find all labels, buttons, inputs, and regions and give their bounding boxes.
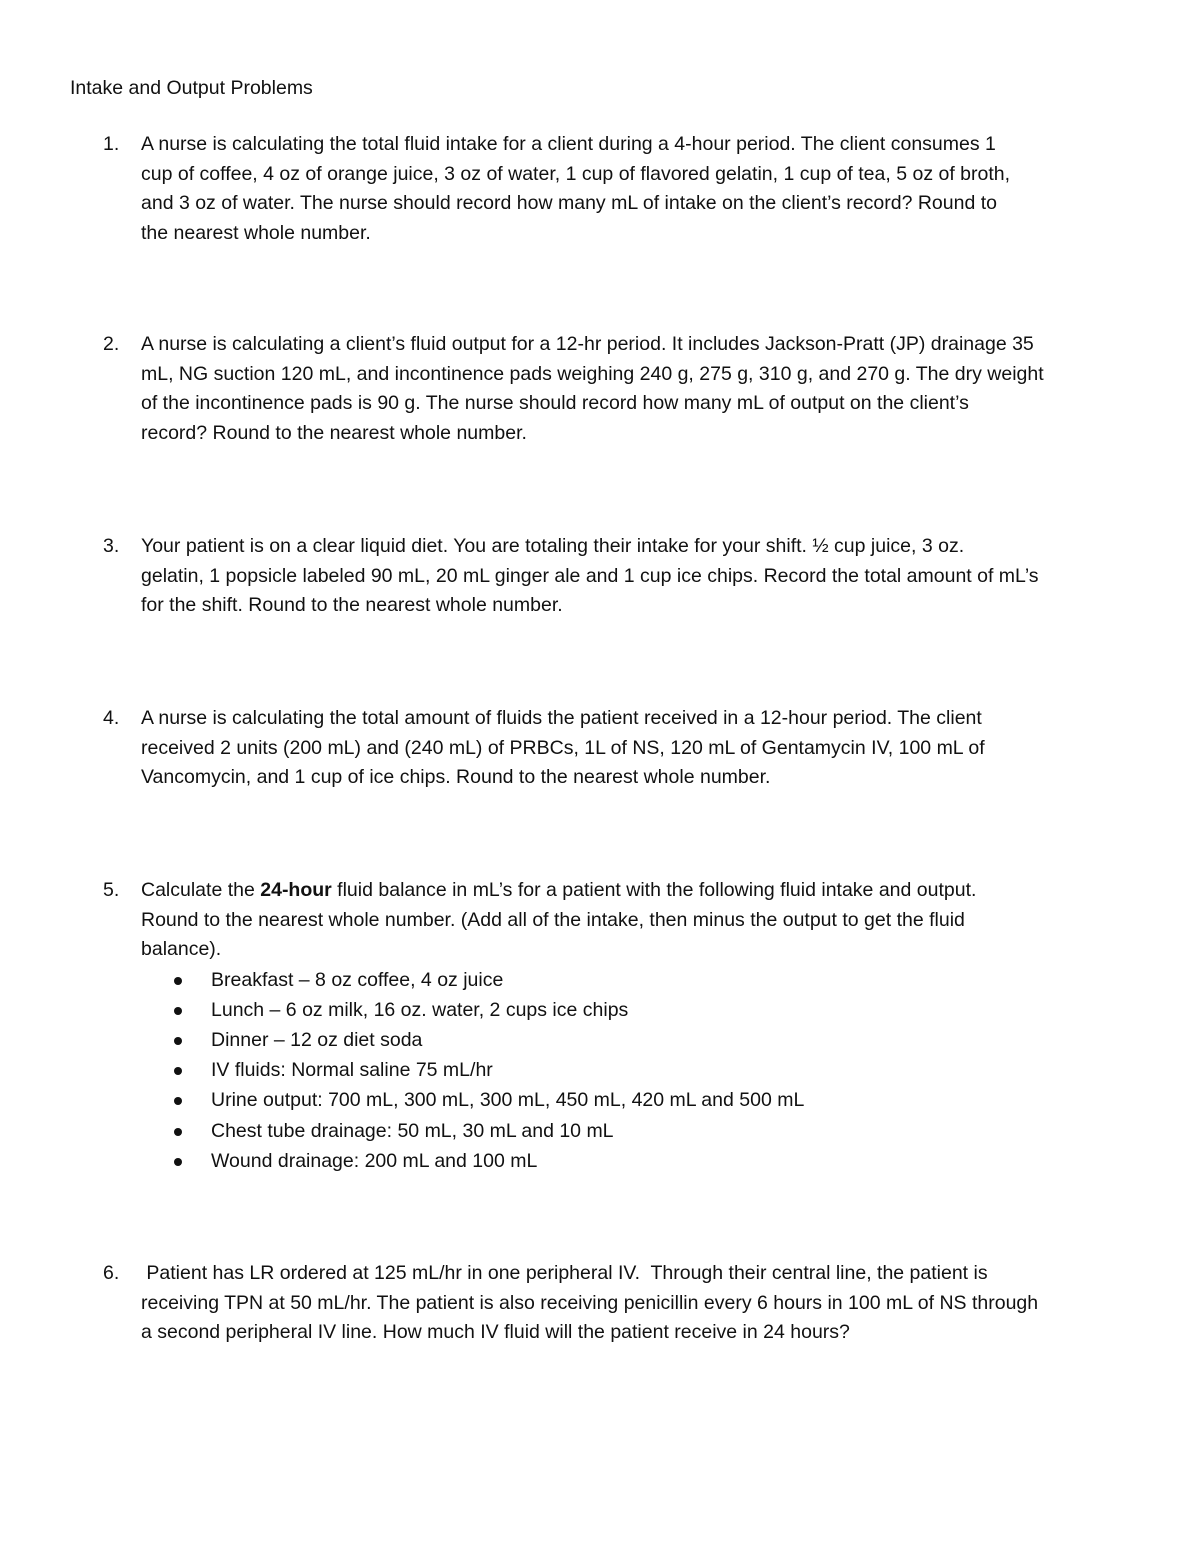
problem-line-end: fluid balance in mL’s for a patient with the following fluid intake and output. [331,879,977,901]
list-item [141,1055,1141,1085]
problem-line: Round to the nearest whole number. (Add all of the intake, then minus the output to get the fluid [141,908,965,931]
bullet-icon [174,1097,182,1105]
bullet-icon [174,1067,182,1075]
problem-line [141,876,1141,906]
list-item [141,1085,1141,1115]
page-title: Intake and Output Problems [70,77,313,99]
list-item-text: Lunch – 6 oz milk, 16 oz. water, 2 cups ice chips [211,998,629,1021]
list-item [141,1025,1141,1055]
problem-text [141,876,1141,1176]
bullet-icon [174,1128,182,1136]
problem-line: and 3 oz of water. The nurse should record how many mL of intake on the client’s record? Round to [141,192,997,214]
problem-line: mL, NG suction 120 mL, and incontinence pads weighing 240 g, 275 g, 310 g, and 270 g. The dry weight [141,362,1044,385]
problem-line: A nurse is calculating a client’s fluid output for a 12-hr period. It includes Jackson-Pratt (JP) drainage 35 [141,333,1034,355]
problem-line: a second peripheral IV line. How much IV fluid will the patient receive in 24 hours? [141,1321,850,1343]
problem-line: balance). [141,938,222,960]
problem-text [141,330,1141,448]
problem-line: receiving TPN at 50 mL/hr. The patient is also receiving penicillin every 6 hours in 100 mL of NS through [141,1291,1039,1314]
problem-line: of the incontinence pads is 90 g. The nurse should record how many mL of output on the client’s [141,392,969,414]
list-item [141,1146,1141,1176]
list-item-text: IV fluids: Normal saline 75 mL/hr [211,1059,493,1082]
bullet-icon [174,977,182,985]
problem-line: Vancomycin, and 1 cup of ice chips. Round to the nearest whole number. [141,766,771,788]
intake-output-list [141,965,1141,1176]
problem-line: cup of coffee, 4 oz of orange juice, 3 oz of water, 1 cup of flavored gelatin, 1 cup of tea, 5 oz of broth, [141,162,1011,185]
problem-text [141,130,1141,248]
list-item [141,965,1141,995]
bullet-icon [174,1007,182,1015]
problem-line: A nurse is calculating the total amount of fluids the patient received in a 12-hour period. The client [141,707,982,729]
problem-line-start: Calculate the [141,879,261,901]
problem-line: Your patient is on a clear liquid diet. You are totaling their intake for your shift. ½ cup juice, 3 oz. [141,535,965,557]
list-item [141,1116,1141,1146]
problem-number: 6. [103,1262,120,1284]
problem-line: A nurse is calculating the total fluid intake for a client during a 4-hour period. The client consumes 1 [141,133,996,155]
problem-number: 3. [103,535,120,557]
problem-text [141,704,1141,793]
problem-line: received 2 units (200 mL) and (240 mL) of PRBCs, 1L of NS, 120 mL of Gentamycin IV, 100 mL of [141,736,985,759]
problem-line: Patient has LR ordered at 125 mL/hr in one peripheral IV. Through their central line, the patient is [141,1262,988,1284]
list-item-text: Dinner – 12 oz diet soda [211,1028,423,1051]
bullet-icon [174,1158,182,1166]
problem-number: 5. [103,879,120,901]
bullet-icon [174,1037,182,1045]
emphasis-24-hour: 24-hour [260,879,332,901]
problem-line: the nearest whole number. [141,221,371,244]
list-item-text: Wound drainage: 200 mL and 100 mL [211,1149,538,1172]
list-item-text: Chest tube drainage: 50 mL, 30 mL and 10 mL [211,1119,614,1142]
list-item [141,995,1141,1025]
problem-line: record? Round to the nearest whole number. [141,421,527,444]
problem-line: gelatin, 1 popsicle labeled 90 mL, 20 mL ginger ale and 1 cup ice chips. Record the total amount of mL’s [141,564,1039,587]
problem-number: 4. [103,707,120,729]
problem-number: 2. [103,333,120,355]
list-item-text: Breakfast – 8 oz coffee, 4 oz juice [211,968,504,991]
problem-text [141,1259,1141,1348]
list-item-text: Urine output: 700 mL, 300 mL, 300 mL, 450 mL, 420 mL and 500 mL [211,1089,805,1112]
problem-line: for the shift. Round to the nearest whole number. [141,594,563,616]
problem-text [141,532,1141,621]
problem-number: 1. [103,133,120,155]
